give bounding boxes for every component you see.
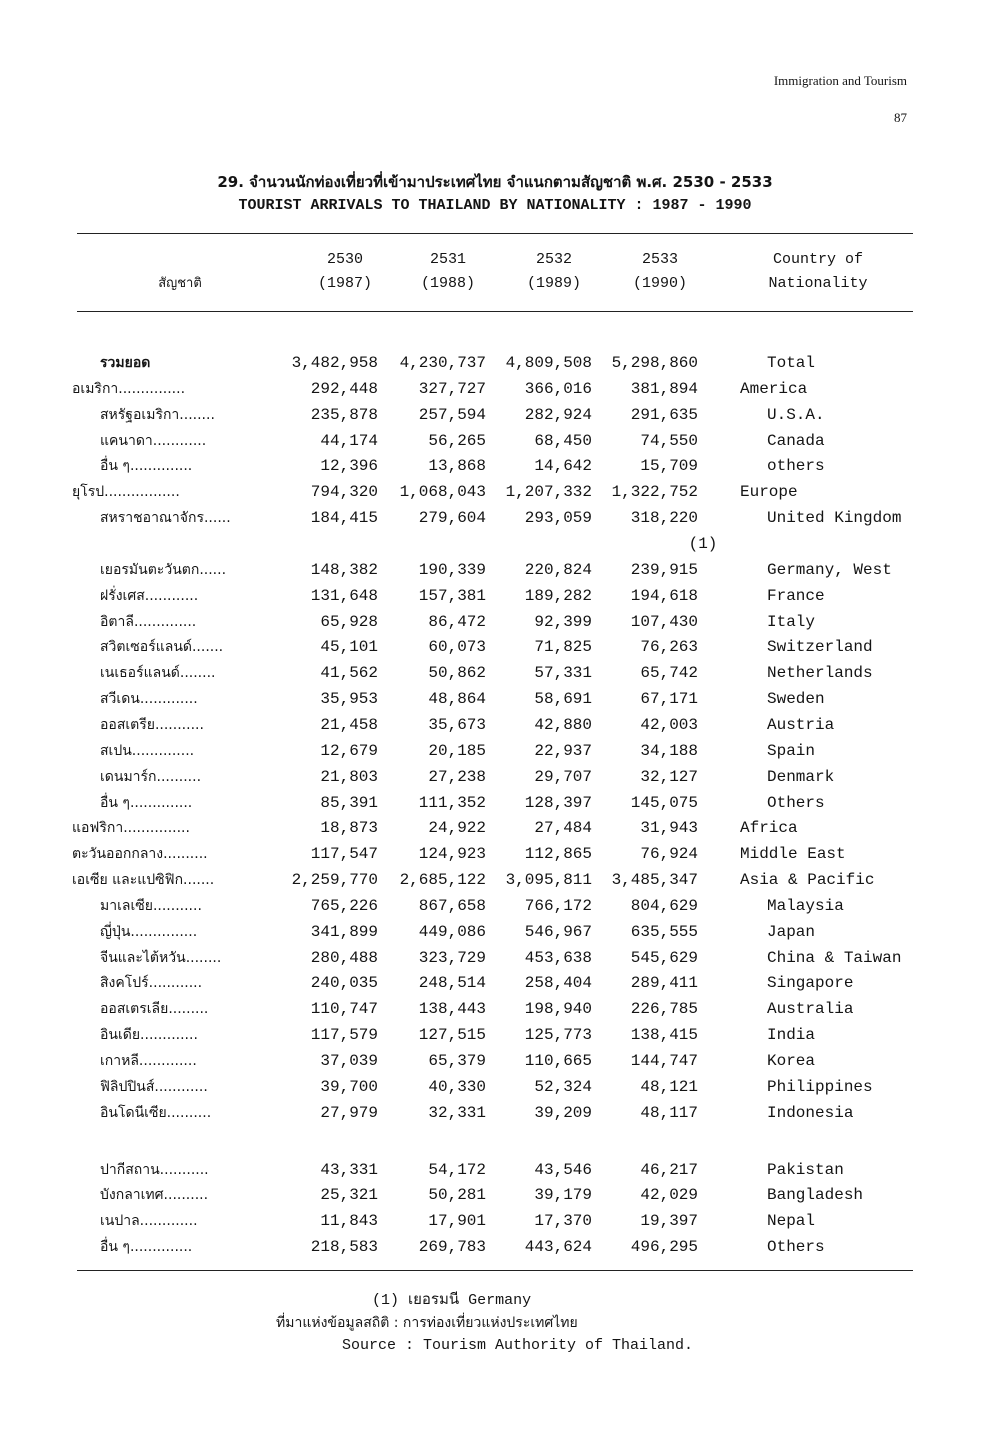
table-row xyxy=(0,453,990,479)
arrivals-1987: 43,331 xyxy=(320,1160,378,1179)
arrivals-1989: 125,773 xyxy=(524,1026,592,1045)
nationality-thai: อื่น ๆ.............. xyxy=(100,794,193,811)
arrivals-1987: 12,679 xyxy=(320,741,378,760)
arrivals-1989: 52,324 xyxy=(534,1077,592,1096)
table-title-thai: 29. จำนวนนักท่องเที่ยวที่เข้ามาประเทศไทย จำแนกตามสัญชาติ พ.ศ. 2530 - 2533 xyxy=(217,173,773,191)
table-row xyxy=(0,841,990,867)
table-note-row xyxy=(0,531,990,557)
arrivals-1988: 32,331 xyxy=(428,1103,486,1122)
footnote-marker: (1) xyxy=(688,534,718,553)
arrivals-1988: 35,673 xyxy=(428,715,486,734)
nationality-thai: แอฟริกา............... xyxy=(72,820,190,837)
table-spacer xyxy=(0,1126,990,1152)
arrivals-1988: 269,783 xyxy=(418,1238,486,1257)
nationality-thai: เยอรมันตะวันตก...... xyxy=(100,561,227,578)
table-row xyxy=(0,505,990,531)
nationality-english: Switzerland xyxy=(767,638,873,657)
nationality-english: Australia xyxy=(767,1000,854,1019)
nationality-thai: อินโดนีเซีย.......... xyxy=(100,1104,212,1121)
arrivals-1990: 31,943 xyxy=(640,819,698,838)
arrivals-1990: 48,117 xyxy=(640,1103,698,1122)
arrivals-1990: 15,709 xyxy=(640,457,698,476)
header-bottom-rule xyxy=(77,311,913,312)
table-row xyxy=(0,609,990,635)
nationality-english: U.S.A. xyxy=(767,405,825,424)
arrivals-1987: 117,547 xyxy=(310,845,378,864)
nationality-english: Korea xyxy=(767,1052,816,1070)
arrivals-1989: 39,179 xyxy=(534,1186,592,1205)
table-row xyxy=(0,1182,990,1208)
table-row xyxy=(0,815,990,841)
nationality-english: Europe xyxy=(740,483,798,502)
arrivals-1987: 37,039 xyxy=(320,1052,378,1070)
arrivals-1988: 323,729 xyxy=(418,948,486,967)
header-year-1988: 2531 (1988) xyxy=(420,251,475,292)
nationality-thai: ฝรั่งเศส............ xyxy=(100,587,199,604)
table-row xyxy=(0,996,990,1022)
table-row xyxy=(0,1100,990,1126)
table-row xyxy=(0,686,990,712)
header-year-1990: 2533 (1990) xyxy=(632,251,687,292)
arrivals-1987: 27,979 xyxy=(320,1103,378,1122)
arrivals-1987: 44,174 xyxy=(320,431,378,450)
table-row xyxy=(0,712,990,738)
table-row xyxy=(0,893,990,919)
arrivals-1988: 124,923 xyxy=(418,845,486,864)
nationality-thai: สวิตเซอร์แลนด์....... xyxy=(100,639,224,656)
nationality-english: Japan xyxy=(767,922,816,941)
arrivals-1988: 86,472 xyxy=(428,612,486,631)
header-nationality-thai: สัญชาติ xyxy=(158,276,202,291)
nationality-thai: สิงคโปร์............ xyxy=(100,975,203,992)
arrivals-1989: 4,809,508 xyxy=(505,354,592,372)
nationality-thai: อื่น ๆ.............. xyxy=(100,1239,193,1256)
nationality-english: Asia & Pacific xyxy=(740,871,875,889)
arrivals-1990: 76,924 xyxy=(640,845,698,864)
running-head: Immigration and Tourism xyxy=(773,73,907,88)
header-year-1989: 2532 (1989) xyxy=(526,251,581,292)
arrivals-1989: 14,642 xyxy=(534,457,592,476)
arrivals-1990: 67,171 xyxy=(640,690,698,709)
arrivals-1990: 496,295 xyxy=(630,1238,698,1257)
arrivals-1990: 635,555 xyxy=(630,922,698,941)
arrivals-1990: 42,029 xyxy=(640,1186,698,1205)
nationality-english: America xyxy=(740,379,808,398)
arrivals-1987: 12,396 xyxy=(320,457,378,476)
arrivals-1988: 40,330 xyxy=(428,1077,486,1096)
arrivals-1987: 341,899 xyxy=(310,922,378,941)
arrivals-1989: 293,059 xyxy=(524,509,592,528)
footnote: (1) เยอรมนี Germany xyxy=(372,1292,532,1309)
nationality-thai: ออสเตรเลีย......... xyxy=(100,1001,209,1018)
arrivals-1988: 27,238 xyxy=(428,767,486,786)
arrivals-1987: 39,700 xyxy=(320,1077,378,1096)
arrivals-1988: 127,515 xyxy=(418,1026,486,1045)
arrivals-1989: 29,707 xyxy=(534,767,592,786)
arrivals-1987: 131,648 xyxy=(310,586,378,605)
arrivals-1990: 144,747 xyxy=(630,1052,698,1070)
arrivals-1987: 25,321 xyxy=(320,1186,378,1205)
nationality-english: Malaysia xyxy=(767,896,844,915)
arrivals-1989: 22,937 xyxy=(534,741,592,760)
table-row xyxy=(0,350,990,376)
arrivals-1987: 292,448 xyxy=(310,379,378,398)
arrivals-1987: 184,415 xyxy=(310,509,378,528)
nationality-thai: แคนาดา............ xyxy=(100,432,207,449)
arrivals-1987: 11,843 xyxy=(320,1212,378,1231)
arrivals-1989: 39,209 xyxy=(534,1103,592,1122)
arrivals-1989: 766,172 xyxy=(524,896,592,915)
nationality-english: Germany, West xyxy=(767,560,892,579)
header-year-1987: 2530 (1987) xyxy=(317,251,372,292)
table-row xyxy=(0,479,990,505)
arrivals-1989: 92,399 xyxy=(534,612,592,631)
arrivals-1987: 18,873 xyxy=(320,819,378,838)
arrivals-1987: 85,391 xyxy=(320,793,378,812)
nationality-thai: เดนมาร์ก.......... xyxy=(100,768,202,785)
source-thai: ที่มาแห่งข้อมูลสถิติ : การท่องเที่ยวแห่งประเทศไทย xyxy=(276,1315,578,1331)
arrivals-1987: 235,878 xyxy=(310,405,378,424)
arrivals-1990: 318,220 xyxy=(630,509,698,528)
table-top-rule xyxy=(77,233,913,234)
arrivals-1989: 1,207,332 xyxy=(505,483,592,502)
arrivals-1989: 3,095,811 xyxy=(505,871,592,889)
arrivals-1990: 545,629 xyxy=(630,948,698,967)
nationality-thai: ปากีสถาน........... xyxy=(100,1161,209,1178)
arrivals-1988: 138,443 xyxy=(418,1000,486,1019)
table-row xyxy=(0,557,990,583)
arrivals-1989: 27,484 xyxy=(534,819,592,838)
nationality-thai: ตะวันออกกลาง.......... xyxy=(72,846,208,863)
arrivals-1987: 21,803 xyxy=(320,767,378,786)
nationality-thai: เกาหลี............. xyxy=(100,1053,197,1069)
table-row xyxy=(0,919,990,945)
arrivals-1987: 65,928 xyxy=(320,612,378,631)
arrivals-1988: 279,604 xyxy=(418,509,486,528)
arrivals-1989: 43,546 xyxy=(534,1160,592,1179)
nationality-thai: ยุโรป................. xyxy=(72,484,180,501)
table-row xyxy=(0,970,990,996)
arrivals-1988: 56,265 xyxy=(428,431,486,450)
table-row xyxy=(0,634,990,660)
arrivals-1988: 157,381 xyxy=(418,586,486,605)
arrivals-1988: 65,379 xyxy=(428,1052,486,1070)
arrivals-1989: 17,370 xyxy=(534,1212,592,1231)
nationality-thai: สหรัฐอเมริกา........ xyxy=(100,406,215,423)
header-country-of-nationality: Country of Nationality xyxy=(768,251,868,292)
table-row xyxy=(0,764,990,790)
arrivals-1987: 117,579 xyxy=(310,1026,378,1045)
nationality-english: Spain xyxy=(767,741,816,760)
arrivals-1990: 194,618 xyxy=(630,586,698,605)
table-row xyxy=(0,867,990,893)
table-row xyxy=(0,1022,990,1048)
arrivals-1988: 54,172 xyxy=(428,1160,486,1179)
nationality-english: China & Taiwan xyxy=(767,948,902,967)
arrivals-1988: 449,086 xyxy=(418,922,486,941)
nationality-thai: อินเดีย............. xyxy=(100,1027,198,1044)
table-row xyxy=(0,1157,990,1183)
table-row xyxy=(0,1074,990,1100)
nationality-thai: มาเลเซีย........... xyxy=(100,897,202,914)
nationality-thai: อเมริกา............... xyxy=(72,380,186,397)
table-row xyxy=(0,1048,990,1074)
arrivals-1989: 546,967 xyxy=(524,922,592,941)
arrivals-1987: 3,482,958 xyxy=(291,354,378,372)
nationality-english: India xyxy=(767,1026,816,1045)
arrivals-1988: 111,352 xyxy=(418,793,486,812)
arrivals-1987: 218,583 xyxy=(310,1238,378,1257)
arrivals-1988: 13,868 xyxy=(428,457,486,476)
nationality-english: France xyxy=(767,586,825,605)
table-row xyxy=(0,583,990,609)
arrivals-1990: 107,430 xyxy=(630,612,698,631)
arrivals-1990: 381,894 xyxy=(630,379,698,398)
arrivals-1988: 1,068,043 xyxy=(399,483,486,502)
table-row xyxy=(0,945,990,971)
arrivals-1987: 45,101 xyxy=(320,638,378,657)
arrivals-1988: 60,073 xyxy=(428,638,486,657)
arrivals-1987: 794,320 xyxy=(310,483,378,502)
arrivals-1989: 128,397 xyxy=(524,793,592,812)
page-number: 87 xyxy=(894,110,907,125)
nationality-english: Nepal xyxy=(767,1212,816,1231)
arrivals-1990: 239,915 xyxy=(630,560,698,579)
arrivals-1987: 21,458 xyxy=(320,715,378,734)
arrivals-1989: 58,691 xyxy=(534,690,592,709)
arrivals-1987: 765,226 xyxy=(310,896,378,915)
nationality-english: Total xyxy=(767,354,816,372)
nationality-english: Sweden xyxy=(767,690,825,709)
arrivals-1990: 48,121 xyxy=(640,1077,698,1096)
nationality-thai: สวีเดน............. xyxy=(100,691,198,708)
arrivals-1989: 68,450 xyxy=(534,431,592,450)
nationality-thai: สหราชอาณาจักร...... xyxy=(100,510,231,527)
table-row xyxy=(0,428,990,454)
arrivals-1990: 138,415 xyxy=(630,1026,698,1045)
arrivals-1988: 4,230,737 xyxy=(399,354,486,372)
nationality-english: Canada xyxy=(767,431,825,450)
source-english: Source : Tourism Authority of Thailand. xyxy=(342,1337,694,1354)
arrivals-1989: 198,940 xyxy=(524,1000,592,1019)
nationality-thai: บังกลาเทศ.......... xyxy=(100,1187,209,1204)
nationality-english: Others xyxy=(767,793,825,812)
table-row xyxy=(0,660,990,686)
arrivals-1988: 248,514 xyxy=(418,974,486,993)
table-title-english: TOURIST ARRIVALS TO THAILAND BY NATIONALITY : 1987 - 1990 xyxy=(238,197,752,214)
nationality-english: Bangladesh xyxy=(767,1186,864,1205)
nationality-thai: อิตาลี.............. xyxy=(100,613,197,630)
table-row xyxy=(0,738,990,764)
arrivals-1990: 289,411 xyxy=(630,974,698,993)
arrivals-1990: 145,075 xyxy=(630,793,698,812)
arrivals-1988: 17,901 xyxy=(428,1212,486,1231)
arrivals-1988: 867,658 xyxy=(418,896,486,915)
arrivals-1990: 42,003 xyxy=(640,715,698,734)
arrivals-1988: 48,864 xyxy=(428,690,486,709)
arrivals-1990: 74,550 xyxy=(640,431,698,450)
nationality-thai: ออสเตรีย........... xyxy=(100,716,204,733)
nationality-thai: เอเซีย และแปซิฟิก....... xyxy=(72,872,215,888)
arrivals-1990: 76,263 xyxy=(640,638,698,657)
arrivals-1990: 3,485,347 xyxy=(611,871,698,889)
table-bottom-rule xyxy=(77,1270,913,1271)
nationality-thai: เนปาล............. xyxy=(100,1213,198,1230)
arrivals-1988: 2,685,122 xyxy=(399,871,486,889)
nationality-thai: ญี่ปุ่น............... xyxy=(100,923,198,940)
arrivals-1989: 42,880 xyxy=(534,715,592,734)
nationality-english: Singapore xyxy=(767,974,854,993)
arrivals-1987: 280,488 xyxy=(310,948,378,967)
arrivals-1990: 1,322,752 xyxy=(611,483,698,502)
table-row xyxy=(0,790,990,816)
arrivals-1987: 41,562 xyxy=(320,664,378,683)
arrivals-1988: 50,281 xyxy=(428,1186,486,1205)
arrivals-1988: 50,862 xyxy=(428,664,486,683)
arrivals-1990: 32,127 xyxy=(640,767,698,786)
arrivals-1988: 24,922 xyxy=(428,819,486,838)
nationality-english: Middle East xyxy=(740,845,846,864)
arrivals-1989: 57,331 xyxy=(534,664,592,683)
arrivals-1989: 112,865 xyxy=(524,845,592,864)
arrivals-1987: 240,035 xyxy=(310,974,378,993)
nationality-english: others xyxy=(767,457,825,476)
nationality-english: Pakistan xyxy=(767,1160,844,1179)
table-row xyxy=(0,1234,990,1260)
arrivals-1988: 20,185 xyxy=(428,741,486,760)
table-row xyxy=(0,402,990,428)
nationality-english: Austria xyxy=(767,715,835,734)
arrivals-1990: 19,397 xyxy=(640,1212,698,1231)
arrivals-1990: 65,742 xyxy=(640,664,698,683)
arrivals-1989: 443,624 xyxy=(524,1238,592,1257)
arrivals-1989: 258,404 xyxy=(524,974,592,993)
nationality-english: Indonesia xyxy=(767,1103,854,1122)
arrivals-1987: 2,259,770 xyxy=(291,871,378,889)
nationality-english: Philippines xyxy=(767,1077,873,1096)
table-row xyxy=(0,1208,990,1234)
arrivals-1989: 189,282 xyxy=(524,586,592,605)
arrivals-1987: 148,382 xyxy=(310,560,378,579)
arrivals-1989: 282,924 xyxy=(524,405,592,424)
arrivals-1990: 804,629 xyxy=(630,896,698,915)
arrivals-1989: 110,665 xyxy=(524,1052,592,1070)
arrivals-1990: 46,217 xyxy=(640,1160,698,1179)
arrivals-1990: 291,635 xyxy=(630,405,698,424)
arrivals-1989: 220,824 xyxy=(524,560,592,579)
nationality-english: United Kingdom xyxy=(767,509,902,528)
nationality-english: Italy xyxy=(767,612,816,631)
nationality-thai: รวมยอด xyxy=(100,355,151,371)
nationality-thai: จีนและไต้หวัน........ xyxy=(100,949,222,966)
arrivals-1989: 71,825 xyxy=(534,638,592,657)
nationality-thai: อื่น ๆ.............. xyxy=(100,458,193,475)
arrivals-1990: 5,298,860 xyxy=(611,354,698,372)
arrivals-1988: 190,339 xyxy=(418,560,486,579)
arrivals-1989: 453,638 xyxy=(524,948,592,967)
table-row xyxy=(0,376,990,402)
nationality-thai: เนเธอร์แลนด์........ xyxy=(100,665,216,682)
nationality-english: Africa xyxy=(740,819,798,838)
arrivals-1988: 257,594 xyxy=(418,405,486,424)
nationality-english: Netherlands xyxy=(767,664,873,683)
arrivals-1987: 110,747 xyxy=(310,1000,378,1019)
arrivals-1989: 366,016 xyxy=(524,379,592,398)
nationality-english: Others xyxy=(767,1238,825,1257)
arrivals-1988: 327,727 xyxy=(418,379,486,398)
arrivals-1987: 35,953 xyxy=(320,690,378,709)
nationality-thai: ฟิลิปปินส์............ xyxy=(100,1078,208,1095)
nationality-english: Denmark xyxy=(767,767,835,786)
arrivals-1990: 226,785 xyxy=(630,1000,698,1019)
nationality-thai: สเปน.............. xyxy=(100,742,195,759)
arrivals-1990: 34,188 xyxy=(640,741,698,760)
